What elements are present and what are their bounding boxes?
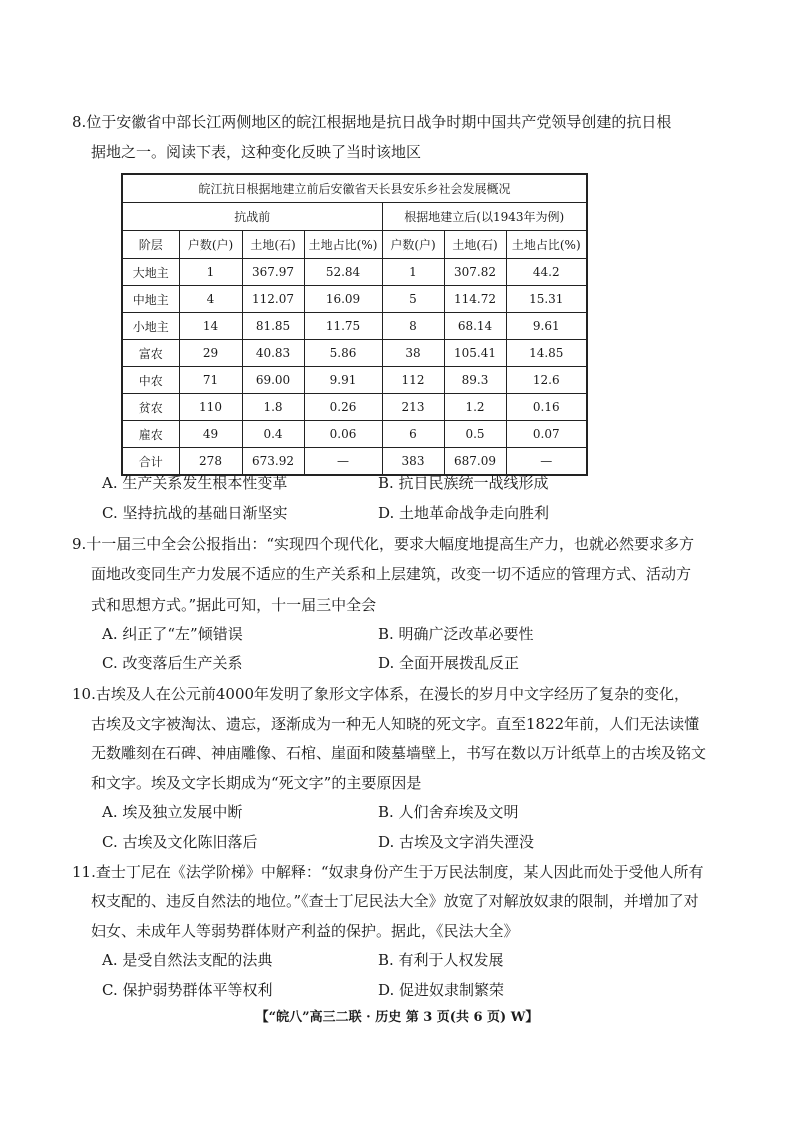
- table-cell: 69.00: [242, 367, 304, 394]
- q10-option-c: C. 古埃及文化陈旧落后: [102, 833, 258, 851]
- table-cell: 110: [179, 394, 242, 421]
- table-cell: 14: [179, 313, 242, 340]
- table-group-after: 根据地建立后(以1943年为例): [382, 203, 587, 231]
- q10-option-a: A. 埃及独立发展中断: [102, 803, 243, 821]
- q9-option-c: C. 改变落后生产关系: [102, 654, 243, 672]
- table-cell: 12.6: [506, 367, 587, 394]
- q10-option-b: B. 人们舍弃埃及文明: [378, 803, 519, 821]
- table-cell: 89.3: [444, 367, 506, 394]
- table-title: 皖江抗日根据地建立前后安徽省天长县安乐乡社会发展概况: [122, 174, 587, 203]
- q8-data-table: [121, 173, 588, 476]
- table-row: [122, 448, 587, 476]
- q9-option-b: B. 明确广泛改革必要性: [378, 625, 534, 643]
- q11-stem-line-2: 权支配的、违反自然法的地位。”《查士丁尼民法大全》放宽了对解放奴隶的限制，并增加了对: [91, 892, 699, 910]
- table-cell: 1.8: [242, 394, 304, 421]
- table-column-header: 户数(户): [382, 231, 444, 259]
- table-cell: 6: [382, 421, 444, 448]
- table-cell: 68.14: [444, 313, 506, 340]
- q11-option-d: D. 促进奴隶制繁荣: [378, 981, 505, 999]
- table-cell: 4: [179, 286, 242, 313]
- q8-option-a: A. 生产关系发生根本性变革: [102, 474, 288, 492]
- table-cell: 雇农: [122, 421, 179, 448]
- table-header-row: [122, 231, 587, 259]
- q8-stem-line-2: 据地之一。阅读下表，这种变化反映了当时该地区: [91, 143, 422, 161]
- table-cell: 112.07: [242, 286, 304, 313]
- table-cell: 29: [179, 340, 242, 367]
- table-cell: 112: [382, 367, 444, 394]
- table-cell: 5: [382, 286, 444, 313]
- q9-option-d: D. 全面开展拨乱反正: [378, 654, 520, 672]
- table-cell: 14.85: [506, 340, 587, 367]
- table-cell: 0.16: [506, 394, 587, 421]
- table-cell: 9.91: [304, 367, 382, 394]
- q8-option-b: B. 抗日民族统一战线形成: [378, 474, 549, 492]
- table-cell: 40.83: [242, 340, 304, 367]
- table-column-header: 户数(户): [179, 231, 242, 259]
- table-column-header: 土地占比(%): [506, 231, 587, 259]
- table-cell: 673.92: [242, 448, 304, 476]
- table-cell: 0.06: [304, 421, 382, 448]
- table-cell: 307.82: [444, 259, 506, 286]
- q10-stem-line-1: 10.古埃及人在公元前4000年发明了象形文字体系，在漫长的岁月中文字经历了复杂的变化，: [72, 685, 690, 703]
- table-cell: 383: [382, 448, 444, 476]
- table-cell: 49: [179, 421, 242, 448]
- q10-stem-line-2: 古埃及文字被淘汰、遗忘，逐渐成为一种无人知晓的死文字。直至1822年前，人们无法读懂: [91, 715, 700, 733]
- table-cell: 278: [179, 448, 242, 476]
- q11-option-c: C. 保护弱势群体平等权利: [102, 981, 273, 999]
- table-cell: 贫农: [122, 394, 179, 421]
- table-cell: 81.85: [242, 313, 304, 340]
- table-cell: 687.09: [444, 448, 506, 476]
- q9-option-a: A. 纠正了“左”倾错误: [102, 625, 243, 643]
- table-cell: 367.97: [242, 259, 304, 286]
- table-cell: 1: [382, 259, 444, 286]
- q9-stem-line-2: 面地改变同生产力发展不适应的生产关系和上层建筑，改变一切不适应的管理方式、活动方: [91, 565, 692, 583]
- table-cell: 1.2: [444, 394, 506, 421]
- table-cell: 213: [382, 394, 444, 421]
- table-cell: 16.09: [304, 286, 382, 313]
- table-cell: —: [304, 448, 382, 476]
- q9-stem-line-1: 9.十一届三中全会公报指出：“实现四个现代化，要求大幅度地提高生产力，也就必然要求多方: [72, 535, 694, 553]
- q11-option-b: B. 有利于人权发展: [378, 951, 504, 969]
- q10-stem-line-3: 无数雕刻在石碑、神庙雕像、石棺、崖面和陵墓墙壁上，书写在数以万计纸草上的古埃及铭文: [91, 744, 707, 762]
- q11-stem-line-3: 妇女、未成年人等弱势群体财产利益的保护。据此，《民法大全》: [91, 922, 519, 940]
- q11-option-a: A. 是受自然法支配的法典: [102, 951, 273, 969]
- q8-option-d: D. 土地革命战争走向胜利: [378, 504, 550, 522]
- table-cell: 52.84: [304, 259, 382, 286]
- table-cell: 富农: [122, 340, 179, 367]
- table-cell: 中农: [122, 367, 179, 394]
- table-cell: 小地主: [122, 313, 179, 340]
- table-cell: 15.31: [506, 286, 587, 313]
- table-cell: 105.41: [444, 340, 506, 367]
- table-cell: 大地主: [122, 259, 179, 286]
- table-column-header: 阶层: [122, 231, 179, 259]
- table-cell: 38: [382, 340, 444, 367]
- table-cell: 合计: [122, 448, 179, 476]
- table-column-header: 土地(石): [444, 231, 506, 259]
- table-column-header: 土地占比(%): [304, 231, 382, 259]
- table-cell: 中地主: [122, 286, 179, 313]
- table-cell: 71: [179, 367, 242, 394]
- q8-stem-line-1: 8.位于安徽省中部长江两侧地区的皖江根据地是抗日战争时期中国共产党领导创建的抗日根: [72, 113, 672, 131]
- table-cell: 9.61: [506, 313, 587, 340]
- q11-stem-line-1: 11.查士丁尼在《法学阶梯》中解释：“奴隶身份产生于万民法制度，某人因此而处于受他人所有: [72, 863, 704, 881]
- q10-stem-line-4: 和文字。埃及文字长期成为“死文字”的主要原因是: [91, 774, 422, 792]
- table-row: [122, 286, 587, 313]
- table-cell: 0.5: [444, 421, 506, 448]
- table-row: [122, 313, 587, 340]
- table-cell: 5.86: [304, 340, 382, 367]
- table-cell: 8: [382, 313, 444, 340]
- q9-stem-line-3: 式和思想方式。”据此可知，十一届三中全会: [91, 596, 377, 614]
- table-cell: 44.2: [506, 259, 587, 286]
- table-column-header: 土地(石): [242, 231, 304, 259]
- q10-option-d: D. 古埃及文字消失湮没: [378, 833, 535, 851]
- table-row: [122, 421, 587, 448]
- table-row: [122, 394, 587, 421]
- table-cell: 0.07: [506, 421, 587, 448]
- table-cell: 11.75: [304, 313, 382, 340]
- table-row: [122, 259, 587, 286]
- table-row: [122, 367, 587, 394]
- table-cell: 0.4: [242, 421, 304, 448]
- table-group-before: 抗战前: [122, 203, 382, 231]
- table-cell: 114.72: [444, 286, 506, 313]
- page-footer: 【“皖八”高三二联 · 历史 第 3 页(共 6 页) W】: [255, 1010, 539, 1025]
- table-cell: —: [506, 448, 587, 476]
- table-row: [122, 340, 587, 367]
- table-cell: 1: [179, 259, 242, 286]
- q8-option-c: C. 坚持抗战的基础日渐坚实: [102, 504, 288, 522]
- table-cell: 0.26: [304, 394, 382, 421]
